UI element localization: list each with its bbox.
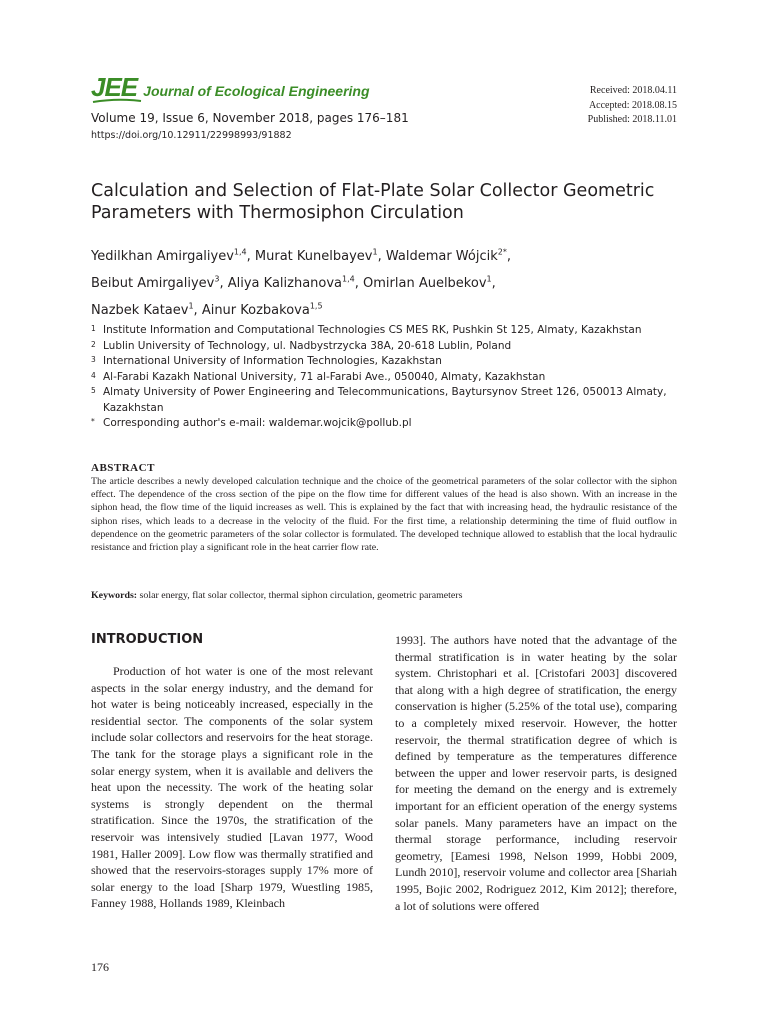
- author: [363, 276, 496, 291]
- author-separator: ,: [246, 249, 255, 265]
- introduction-right-column: 1993]. The authors have noted that the advantage of the thermal stratification is in water heating by the solar system. Christophari et al. [Cristofari 2003] discovered that along with a high degree of stratification, the energy conservation is higher (5.25% of the total use), comparing to a completely mixed reservoir. However, the hotter reservoir, the thermal stratification degree of which is defined by temperature as the temperatures difference between the upper and lower reservoir parts, is designed for meeting the demand on the energy and is extremely important for an efficient operation of the energy systems solar panels. Many parameters have an impact on the thermal storage performance, including reservoir geometry, [Eamesi 1998, Nelson 1999, Hobbi 2009, Lundh 2010], reservoir volume and collector area [Shariah 1995, Bojic 2002, Rodriguez 2012, Kim 2012]; therefore, a lot of solutions were offered: [395, 633, 677, 913]
- author-separator: ,: [219, 276, 228, 292]
- author-name: Beibut Amirgaliyev: [91, 276, 215, 292]
- author: [228, 276, 363, 291]
- affiliation-text: International University of Information Technologies, Kazakhstan: [103, 355, 442, 367]
- affiliation-text: Lublin University of Technology, ul. Nadbystrzycka 38A, 20-618 Lublin, Poland: [103, 339, 512, 352]
- affiliation-number: *: [91, 417, 95, 426]
- article-dates: [588, 84, 677, 128]
- author-name: Yedilkhan Amirgaliyev: [91, 249, 234, 265]
- author-name: Ainur Kozbakova: [201, 302, 310, 318]
- author: [386, 249, 511, 264]
- affiliation-item: [91, 416, 691, 432]
- affiliation-number: 5: [91, 386, 96, 395]
- author-affil-sup: 2*: [497, 248, 507, 257]
- affiliation-text: Al-Farabi Kazakh National University, 71 al-Farabi Ave., 050040, Almaty, Kazakhstan: [103, 370, 546, 383]
- volume-line: Volume 19, Issue 6, November 2018, pages 176–181: [91, 111, 409, 125]
- affiliation-text: Institute Information and Computational Technologies CS MES RK, Pushkin St 125, Almaty, Kazakhstan: [103, 324, 642, 336]
- introduction-heading: INTRODUCTION: [91, 632, 204, 647]
- author-name: Omirlan Auelbekov: [363, 276, 487, 292]
- abstract-heading: ABSTRACT: [91, 462, 155, 474]
- affiliation-text: Corresponding author's e-mail: waldemar.wojcik@pollub.pl: [103, 417, 412, 429]
- author: [202, 303, 323, 318]
- author-affil-sup: 1,4: [342, 274, 355, 284]
- author-affil-sup: 3: [214, 274, 220, 284]
- author-separator: ,: [193, 302, 202, 318]
- keywords-label: Keywords:: [91, 590, 138, 601]
- journal-logo: [91, 74, 370, 100]
- author-separator: ,: [354, 276, 364, 292]
- affiliation-item: [91, 385, 691, 416]
- affiliation-list: [91, 323, 691, 432]
- affiliation-number: 2: [91, 339, 96, 349]
- author-affil-sup: 1,5: [309, 301, 323, 311]
- author-affil-sup: 1: [372, 248, 378, 257]
- published-date: Published: 2018.11.01: [587, 114, 677, 125]
- affiliation-text: Almaty University of Power Engineering and Telecommunications, Baytursynov Street 126, 050013 Almaty, Kazakhstan: [103, 386, 667, 414]
- author-name: Waldemar Wójcik: [385, 249, 498, 265]
- accepted-date: Accepted: 2018.08.15: [588, 99, 677, 111]
- doi-link[interactable]: https://doi.org/10.12911/22998993/91882: [91, 130, 292, 141]
- affiliation-number: 1: [91, 324, 96, 333]
- author-affil-sup: 1,4: [233, 248, 247, 257]
- author-separator: ,: [506, 249, 511, 265]
- author-name: Nazbek Kataev: [91, 302, 189, 318]
- author-separator: ,: [377, 249, 386, 265]
- author-separator: ,: [491, 276, 496, 292]
- affiliation-item: [91, 323, 691, 339]
- page-number: 176: [91, 960, 109, 974]
- logo-mark-text: JEE: [91, 72, 138, 102]
- author: [255, 249, 386, 264]
- affiliation-item: [91, 339, 691, 355]
- article-title: Calculation and Selection of Flat-Plate Solar Collector Geometric Parameters with Thermosiphon Circulation: [91, 181, 655, 223]
- author: [91, 249, 255, 264]
- author: [91, 303, 202, 318]
- affiliation-number: 4: [91, 370, 96, 380]
- affiliation-item: [91, 370, 691, 386]
- author-name: Murat Kunelbayev: [254, 249, 373, 265]
- affiliation-number: 3: [91, 355, 96, 364]
- author-list: [91, 242, 691, 322]
- keywords: [91, 589, 677, 603]
- author-affil-sup: 1: [486, 274, 492, 284]
- journal-logo-mark: [91, 74, 137, 100]
- received-date: Received: 2018.04.11: [589, 85, 677, 96]
- abstract-text: The article describes a newly developed calculation technique and the choice of the geometrical parameters of the solar collector with the siphon effect. The dependence of the cross section of the pipe on the flow time for different values of the head is also shown. With an increase in the siphon head, the flow time of the liquid increases as well. This is explained by the fact that with increasing head, the hydraulic resistance of the siphon rises, which leads to a decrease in the velocity of the fluid. For the first time, a relationship determining the time of fluid outflow in dependence on the geometric parameters of the solar collector is formulated. The developed technique allowed to establish that the local hydraulic resistance and friction play a significant role in the heat carrier flow rate.: [91, 476, 677, 554]
- introduction-left-column: Production of hot water is one of the most relevant aspects in the solar energy industry, and the demand for hot water is being noticeably increased, especially in the residential sector. The components of the solar system include solar collectors and reservoirs for the heat storage. The tank for the storage plays a significant role in the solar energy system, when it is available and delivers the heat upon the necessity. The work of the heating solar systems is strongly dependent on the thermal stratification. Since the 1970s, the stratification of the reservoir was intensively studied [Lavan 1977, Wood 1981, Haller 2009]. Low flow was thermally stratified and showed that the reservoirs-storages supply 17% more of solar energy to the load [Sharp 1979, Wuestling 1985, Fanney 1988, Hollands 1989, Kleinbach: [91, 664, 373, 911]
- journal-name: Journal of Ecological Engineering: [143, 83, 370, 99]
- logo-swoosh-icon: [91, 97, 143, 105]
- author: [91, 276, 228, 291]
- affiliation-item: [91, 354, 691, 370]
- author-name: Aliya Kalizhanova: [227, 276, 343, 292]
- author-affil-sup: 1: [188, 301, 194, 311]
- keywords-text: solar energy, flat solar collector, thermal siphon circulation, geometric parameters: [137, 590, 463, 601]
